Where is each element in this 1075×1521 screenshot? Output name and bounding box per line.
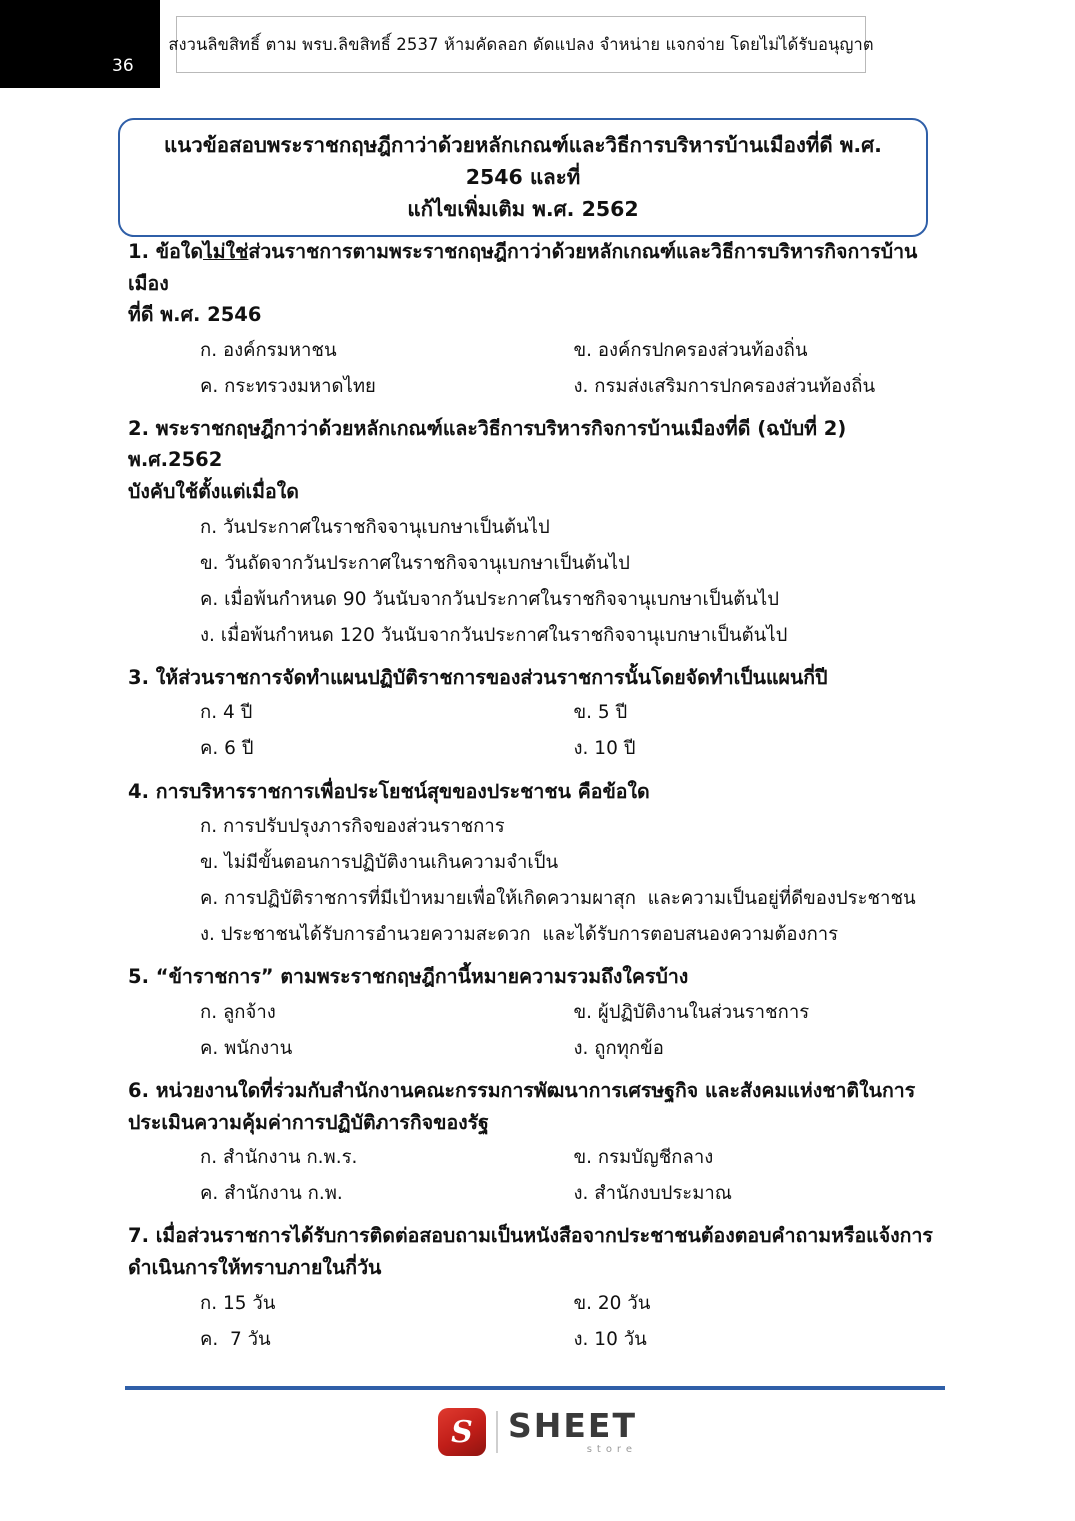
question-stem: 7. เมื่อส่วนราชการได้รับการติดต่อสอบถามเป็นหนังสือจากประชาชนต้องตอบคำถามหรือแจ้งการ ดำเนินการให้ทราบภายในกี่วัน xyxy=(128,1224,933,1279)
footer-divider xyxy=(125,1386,945,1390)
choice-group xyxy=(128,1140,947,1212)
question-block xyxy=(0,662,1075,768)
page-number-block xyxy=(0,0,160,88)
question-stem: 2. พระราชกฤษฎีกาว่าด้วยหลักเกณฑ์และวิธีการบริหารกิจการบ้านเมืองที่ดี (ฉบับที่ 2) พ.ศ.2562 บังคับใช้ตั้งแต่เมื่อใด xyxy=(128,416,847,504)
logo-wordmark xyxy=(508,1406,637,1455)
page-title-line-2: แก้ไขเพิ่มเติม พ.ศ. 2562 xyxy=(407,196,639,221)
choice-group xyxy=(128,510,947,654)
copyright-notice-box xyxy=(168,16,874,73)
logo-divider xyxy=(496,1411,498,1453)
answer-choice[interactable]: ค. การปฏิบัติราชการที่มีเป้าหมายเพื่อให้เกิดความผาสุก และความเป็นอยู่ที่ดีของประชาชน xyxy=(200,888,916,910)
question-block xyxy=(0,961,1075,1067)
question-list xyxy=(0,228,1075,1358)
answer-choice[interactable]: ง. ประชาชนได้รับการอำนวยความสะดวก และได้รับการตอบสนองความต้องการ xyxy=(200,924,839,946)
answer-choice[interactable]: ข. วันถัดจากวันประกาศในราชกิจจานุเบกษาเป็นต้นไป xyxy=(200,552,630,574)
answer-choice[interactable]: ง. 10 วัน xyxy=(573,1328,647,1350)
copyright-notice-text: สงวนลิขสิทธิ์ ตาม พรบ.ลิขสิทธิ์ 2537 ห้ามคัดลอก ดัดแปลง จำหน่าย แจกจ่าย โดยไม่ได้รับอนุญาต xyxy=(168,34,874,54)
document-title-box xyxy=(118,118,928,237)
question-stem: 5. “ข้าราชการ” ตามพระราชกฤษฎีกานี้หมายความรวมถึงใครบ้าง xyxy=(128,965,689,989)
sheet-store-logo-icon: S xyxy=(438,1408,486,1456)
question-block xyxy=(0,776,1075,954)
answer-choice[interactable]: ค. 6 ปี xyxy=(200,738,254,760)
choice-group xyxy=(128,333,947,405)
answer-choice[interactable]: ข. 20 วัน xyxy=(573,1292,651,1314)
answer-choice[interactable]: ง. สำนักงบประมาณ xyxy=(573,1183,732,1205)
answer-choice[interactable]: ก. การปรับปรุงภารกิจของส่วนราชการ xyxy=(200,816,505,838)
question-block xyxy=(0,413,1075,654)
logo-name: SHEET xyxy=(508,1406,637,1445)
logo-subtitle: store xyxy=(586,1444,637,1455)
question-stem: 4. การบริหารราชการเพื่อประโยชน์สุขของประชาชน คือข้อใด xyxy=(128,779,650,803)
answer-choice[interactable]: ก. ลูกจ้าง xyxy=(200,1001,276,1023)
answer-choice[interactable]: ก. องค์กรมหาชน xyxy=(200,339,337,361)
answer-choice[interactable]: ข. องค์กรปกครองส่วนท้องถิ่น xyxy=(573,339,808,361)
question-stem: 1. ข้อใดไม่ใช่ส่วนราชการตามพระราชกฤษฎีกาว่าด้วยหลักเกณฑ์และวิธีการบริหารกิจการบ้านเมือง ที่ดี พ.ศ. 2546 xyxy=(128,240,918,327)
question-block xyxy=(0,236,1075,405)
answer-choice[interactable]: ค. เมื่อพ้นกำหนด 90 วันนับจากวันประกาศในราชกิจจานุเบกษาเป็นต้นไป xyxy=(200,588,779,610)
answer-choice[interactable]: ก. 4 ปี xyxy=(200,702,253,724)
question-stem: 6. หน่วยงานใดที่ร่วมกับสำนักงานคณะกรรมการพัฒนาการเศรษฐกิจ และสังคมแห่งชาติในการ ประเมินความคุ้มค่าการปฏิบัติภารกิจของรัฐ xyxy=(128,1079,916,1134)
answer-choice[interactable]: ข. ไม่มีขั้นตอนการปฏิบัติงานเกินความจำเป็น xyxy=(200,852,559,874)
answer-choice[interactable]: ข. กรมบัญชีกลาง xyxy=(573,1147,714,1169)
page-number: 36 xyxy=(112,56,134,76)
page-header xyxy=(0,0,1075,95)
answer-choice[interactable]: ข. 5 ปี xyxy=(573,702,628,724)
question-block xyxy=(0,1075,1075,1212)
page-title-line-1: แนวข้อสอบพระราชกฤษฎีกาว่าด้วยหลักเกณฑ์และวิธีการบริหารบ้านเมืองที่ดี พ.ศ. 2546 และที่ xyxy=(164,133,882,189)
answer-choice[interactable]: ก. วันประกาศในราชกิจจานุเบกษาเป็นต้นไป xyxy=(200,516,550,538)
answer-choice[interactable]: ง. กรมส่งเสริมการปกครองส่วนท้องถิ่น xyxy=(573,375,876,397)
choice-group xyxy=(128,809,947,953)
answer-choice[interactable]: ค. พนักงาน xyxy=(200,1038,293,1060)
answer-choice[interactable]: ข. ผู้ปฏิบัติงานในส่วนราชการ xyxy=(573,1001,810,1023)
choice-group xyxy=(128,1286,947,1358)
choice-group xyxy=(128,695,947,767)
answer-choice[interactable]: ค. กระทรวงมหาดไทย xyxy=(200,375,376,397)
answer-choice[interactable]: ง. เมื่อพ้นกำหนด 120 วันนับจากวันประกาศในราชกิจจานุเบกษาเป็นต้นไป xyxy=(200,624,788,646)
answer-choice[interactable]: ง. 10 ปี xyxy=(573,738,636,760)
question-stem: 3. ให้ส่วนราชการจัดทำแผนปฏิบัติราชการของส่วนราชการนั้นโดยจัดทำเป็นแผนกี่ปี xyxy=(128,665,828,689)
answer-choice[interactable]: ค. 7 วัน xyxy=(200,1328,271,1350)
footer-logo xyxy=(0,1408,1075,1456)
answer-choice[interactable]: ก. 15 วัน xyxy=(200,1292,276,1314)
answer-choice[interactable]: ก. สำนักงาน ก.พ.ร. xyxy=(200,1147,358,1169)
choice-group xyxy=(128,995,947,1067)
answer-choice[interactable]: ง. ถูกทุกข้อ xyxy=(573,1038,664,1060)
answer-choice[interactable]: ค. สำนักงาน ก.พ. xyxy=(200,1183,343,1205)
question-block xyxy=(0,1220,1075,1357)
